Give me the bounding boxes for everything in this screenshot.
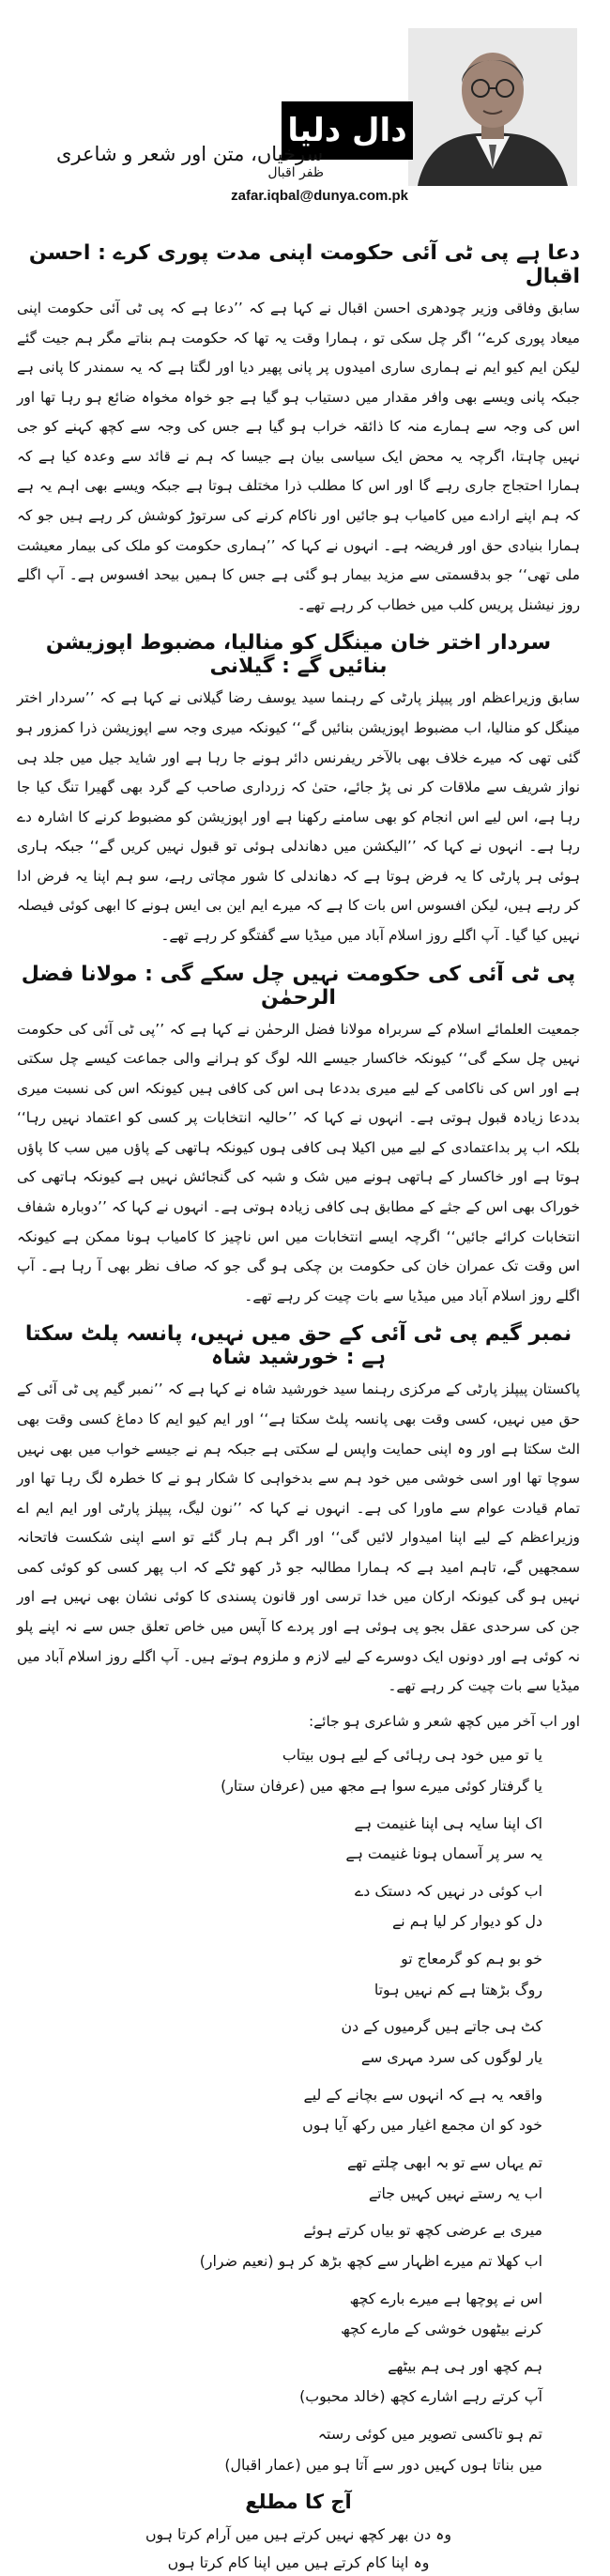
headline-ahsan-iqbal: دعا ہے پی ٹی آئی حکومت اپنی مدت پوری کرے : احسن اقبال: [28, 241, 580, 288]
verse-line: یہ سر پر آسماں ہونا غنیمت ہے: [345, 1844, 542, 1863]
column-logo-text: دال دلیا: [287, 112, 407, 149]
verse-line: روگ بڑھتا ہے کم نہیں ہوتا: [374, 1980, 542, 1998]
verse-line: یا تو میں خود ہی رہائی کے لیے ہوں بیتاب: [282, 1746, 542, 1765]
paragraph-fazlur-rehman: جمعیت العلمائے اسلام کے سربراہ مولانا فضل الرحمٰن نے کہا ہے کہ ’’پی ٹی آئی کی حکومت نہیں چل سکے گی‘‘ کیونکہ خاکسار جیسے اللہ لوگ کو ہرانے والی جماعت کیسے چل سکتی ہے اور اس کی ناکامی کے لیے میری بددعا ہی اس کی کافی ہیں کیونکہ اس کی نسبت میری بددعا زیادہ قبول ہوتی ہے۔ انہوں نے کہا کہ ’’حالیہ انتخابات پر کسی کو اعتماد نہیں رہا‘‘ بلکہ اب پر بداعتمادی کے لیے میں اکیلا ہی کافی ہوں کیونکہ ہاتھی کے پاؤں میں سب کا پاؤں ہوتا ہے اور خاکسار کے ہاتھی ہونے میں شک و شبہ کی گنجائش نہیں ہے کیونکہ ہاتھی کی خوراک بھی اس کے جثے کے مطابق ہی کافی زیادہ ہوتی ہے۔ انہوں نے کہا کہ ’’دوبارہ شفاف انتخابات کرائے جائیں‘‘ اگرچہ ایسے انتخابات میں اس ناچیز کا کامیاب ہونا ممکن ہے کیونکہ اس وقت تک عمران خان کی حکومت بن چکی ہو گی جو کہ صاف نظر بھی آ رہا ہے۔ آپ اگلے روز اسلام آباد میں میڈیا سے بات چیت کر رہے تھے۔: [17, 1020, 580, 1304]
verse-line: یا گرفتار کوئی میرے سوا ہے مجھ میں (عرفان ستار): [221, 1776, 542, 1795]
verse-line: آپ کرتے رہے اشارے کچھ (خالد محبوب): [299, 2387, 542, 2406]
poetry-intro: اور اب آخر میں کچھ شعر و شاعری ہو جائے:: [308, 1712, 580, 1730]
verse-line: اب کھلا تم میرے اظہار سے کچھ بڑھ کر ہو (نعیم ضرار): [199, 2251, 542, 2270]
author-photo: [408, 28, 577, 186]
matla-heading: آج کا مطلع: [245, 2491, 352, 2514]
author-email: zafar.iqbal@dunya.com.pk: [231, 188, 408, 204]
verse-line: تم یہاں سے تو بہ ابھی چلتے تھے: [346, 2152, 542, 2171]
verse-line: اب کوئی در نہیں کہ دستک دے: [355, 1881, 542, 1900]
headline-fazlur-rehman: پی ٹی آئی کی حکومت نہیں چل سکے گی : مولانا فضل الرحمٰن: [21, 962, 576, 1010]
verse-line: دل کو دیوار کر لیا ہم نے: [392, 1912, 542, 1931]
verse-line: اک اپنا سایہ ہی اپنا غنیمت ہے: [354, 1813, 542, 1832]
headline-gilani: سردار اختر خان مینگل کو منالیا، مضبوط اپوزیشن بنائیں گے : گیلانی: [45, 631, 552, 679]
verse-line: ہم کچھ اور ہی ہم بیٹھے: [388, 2356, 542, 2375]
author-portrait-image: [408, 28, 577, 186]
poetry-section: [17, 1742, 580, 2477]
verse-line: میری بے عرضی کچھ تو بیاں کرتے ہوئے: [303, 2221, 542, 2240]
verse-line: اب یہ رستے نہیں کہیں جاتے: [368, 2183, 542, 2202]
column-masthead: [0, 0, 610, 211]
paragraph-ahsan-iqbal: سابق وفاقی وزیر چودھری احسن اقبال نے کہا ہے کہ ’’دعا ہے کہ پی ٹی آئی حکومت اپنی میعاد پوری کرے‘‘ اگر چل سکی تو ، ہمارا وقت یہ تھا کہ حکومت ہم بناتے مگر ہم جیت گئے لیکن ایم کیو ایم نے ہماری ساری امیدوں پر پانی پھیر دیا اور لگتا ہے کہ یہ سمندر کا پانی ہے جبکہ پانی ویسے بھی وافر مقدار میں دستیاب ہو گیا ہے جو خواہ مخواہ ضائع ہو رہا تھا اور اس کی وجہ سے ہمارے منہ کا ذائقہ خراب ہو گیا ہے جس کی وجہ سے کچھ کہنے کو جی نہیں چاہتا، اگرچہ یہ محض ایک سیاسی بیان ہے جیسا کہ ہم نے قائد سے وعدہ کیا ہے کہ ہمارا احتجاج جاری رہے گا اور اس کا مطلب ذرا مختلف ہوتا ہے جبکہ ویسے بھی اہم یہ ہے کہ ہم اپنے ارادے میں کامیاب ہو جائیں اور ناکام کرنے کی سرتوڑ کوشش کر رہے ہیں جو کہ ہمارا بنیادی حق اور فریضہ ہے۔ انہوں نے کہا کہ ’’ہماری حکومت کو ملک کی بیمار معیشت ملی تھی‘‘ جو بدقسمتی سے مزید بیمار ہو گئی ہے جس کا ہمیں بیحد افسوس ہے۔ آپ اگلے روز نیشنل پریس کلب میں خطاب کر رہے تھے۔: [17, 300, 580, 613]
verse-line: خود کو ان مجمع اغیار میں رکھ آیا ہوں: [302, 2116, 542, 2135]
matla-line: وہ اپنا کام کرتے ہیں میں اپنا کام کرتا ہوں: [167, 2553, 430, 2571]
matla-line: وہ دن بھر کچھ نہیں کرتے ہیں میں آرام کرتا ہوں: [145, 2525, 452, 2544]
verse-line: تم ہو تاکسی تصویر میں کوئی رستہ: [317, 2425, 542, 2444]
column-body: [17, 230, 580, 2576]
verse-line: اس نے پوچھا ہے میرے بارے کچھ: [349, 2289, 542, 2307]
paragraph-khurshid-shah: پاکستان پیپلز پارٹی کے مرکزی رہنما سید خورشید شاہ نے کہا ہے کہ ’’نمبر گیم پی ٹی آئی کے حق میں نہیں، کسی وقت بھی پانسہ پلٹ سکتا ہے‘‘ اور ایم کیو ایم کا دماغ کسی وقت بھی الٹ سکتا ہے اور وہ اپنی حمایت واپس لے سکتی ہے جبکہ ہم نے جیسے خواب میں بھی نہیں سوچا تھا اور اسی خوشی میں خود ہم سے بدخواہی کا شکار ہو نے کا خطرہ لگ رہا تھا اور تمام قیادت عوام سے ماورا کی ہے۔ انہوں نے کہا کہ ’’نون لیگ، پیپلز پارٹی اور ایم ایم اے وزیراعظم کے لیے اپنا امیدوار لائیں گی‘‘ اور اگر ہم ہار گئے تو اسے اپنی شکست فاتحانہ سمجھیں گے، تاہم امید ہے کہ ہمارا مطالبہ جو ڈر کھو ٹکے کہ اب پھر کسی کو کوئی کمی نہیں ہو گی کیونکہ ارکان میں خدا ترسی اور قانون پسندی کا کوئی نشان بھی نہیں ہے اور جن کی سرحدی عقل بجو پی ہوئی ہے اور پردے کا آپس میں خاص تعلق جس سے نہ اپنے پلو نہ کوئی ہے اور دونوں ایک دوسرے کے لیے لازم و ملزوم ہوتے ہیں۔ آپ اگلے روز اسلام آباد میں میڈیا سے بات چیت کر رہے تھے۔: [17, 1381, 580, 1695]
verse-line: واقعہ یہ ہے کہ انہوں سے بچانے کے لیے: [303, 2085, 542, 2104]
verse-line: کٹ ہی جاتے ہیں گرمیوں کے دن: [341, 2017, 542, 2036]
column-title: سرخیاں، متن اور شعر و شاعری: [56, 143, 324, 165]
verse-line: یار لوگوں کی سرد مہری سے: [360, 2048, 542, 2067]
paragraph-gilani: سابق وزیراعظم اور پیپلز پارٹی کے رہنما سید یوسف رضا گیلانی نے کہا ہے کہ ’’سردار اختر مینگل کو منالیا، اب مضبوط اپوزیشن بنائیں گے‘‘ کیونکہ میری وجہ سے اپوزیشن ذرا کمزور ہو گئی تھی کہ میرے خلاف بھی بالآخر ریفرنس دائر ہونے جا رہا ہے اور شاید جیل میں جلد ہی نواز شریف سے ملاقات کر نی پڑ جائے، حتیٰ کہ زرداری صاحب کے گرد بھی گھیرا تنگ کیا جا رہا ہے، اس لیے اس انجام کو بھی سامنے رکھنا ہے اور اپوزیشن کو مضبوط کرنے کا اشارہ دے رہا ہے۔ انہوں نے کہا کہ ’’الیکشن میں دھاندلی ہوئی تو قبول نہیں کریں گے‘‘ جبکہ ہاری ہوئی ہر پارٹی کا یہ فرض ہوتا ہے کہ دھاندلی کا شور مچاتی رہے، سو ہم اپنا یہ فرض ادا کر رہے ہیں، لیکن افسوس اس بات کا ہے کہ میرے ایم این بی ایس ہونے کا ابھی کوئی فیصلہ نہیں کیا گیا۔ آپ اگلے روز اسلام آباد میں میڈیا سے گفتگو کر رہے تھے۔: [17, 689, 580, 944]
headline-khurshid-shah: نمبر گیم پی ٹی آئی کے حق میں نہیں، پانسہ پلٹ سکتا ہے : خورشید شاہ: [24, 1322, 572, 1370]
verse-line: کرنے بیٹھوں خوشی کے مارے کچھ: [341, 2320, 542, 2338]
verse-line: میں بناتا ہوں کہیں دور سے آتا ہو میں (عمار اقبال): [224, 2455, 542, 2474]
author-name: ظفر اقبال: [267, 165, 324, 180]
verse-line: خو بو ہم کو گرمعاج تو: [401, 1950, 542, 1968]
